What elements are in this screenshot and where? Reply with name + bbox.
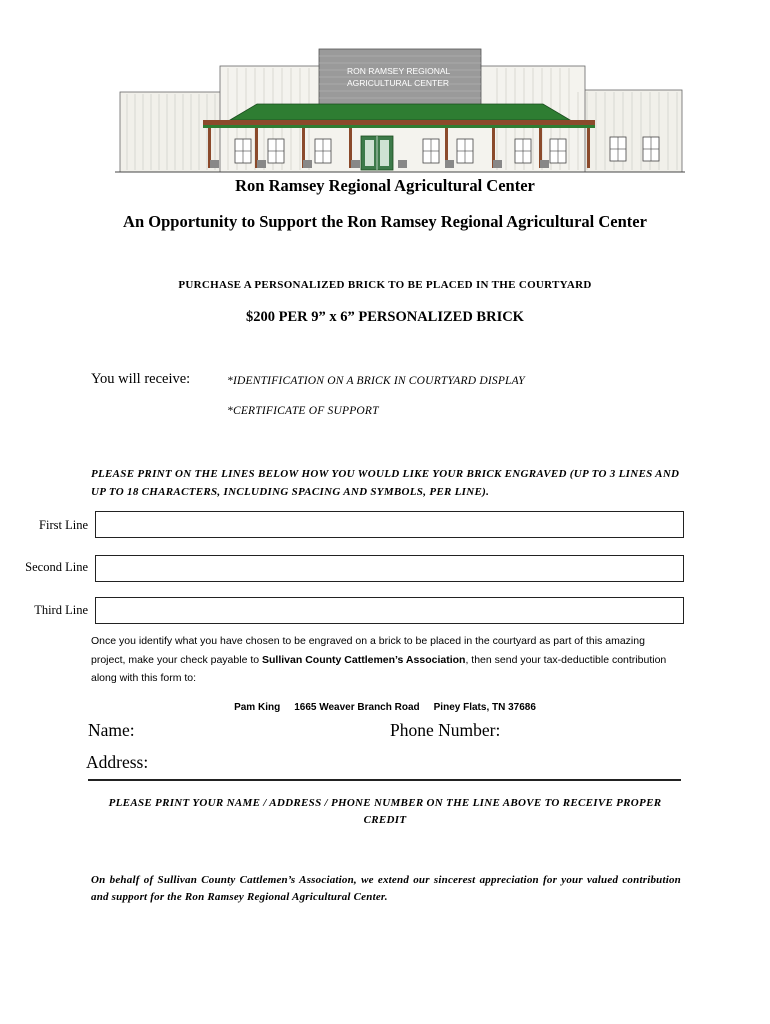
credit-note (0, 795, 770, 829)
city-state-zip: Piney Flats, TN 37686 (433, 702, 536, 713)
street-address: 1665 Weaver Branch Road (294, 702, 420, 713)
phone-label: Phone Number: (390, 720, 501, 740)
second-line-label: Second Line (25, 560, 88, 574)
payment-text-before: Once you identify what you have chosen to be engraved on a brick to be placed in the courtyard as part of this amazing project, make your check payable to (91, 635, 645, 666)
receive-item: *IDENTIFICATION ON A BRICK IN COURTYARD DISPLAY (227, 375, 525, 387)
payee-name: Sullivan County Cattlemen’s Association (262, 653, 466, 666)
third-line-label: Third Line (34, 603, 88, 617)
page-subtitle: An Opportunity to Support the Ron Ramsey Regional Agricultural Center (123, 212, 647, 231)
signature-line (88, 779, 681, 781)
mailing-address (0, 702, 770, 713)
third-line-input[interactable] (95, 597, 684, 624)
contact-name: Pam King (234, 702, 281, 713)
building-illustration (115, 46, 685, 176)
payment-text-after: , then send your tax-deductible contribution along with this form to: (91, 653, 667, 684)
receive-item: *CERTIFICATE OF SUPPORT (227, 405, 379, 417)
building-sign-line1: RON RAMSEY REGIONAL (347, 66, 451, 76)
first-line-input[interactable] (95, 511, 684, 538)
credit-note-text: PLEASE PRINT YOUR NAME / ADDRESS / PHONE NUMBER ON THE LINE ABOVE TO RECEIVE PROPER CREDIT (108, 797, 662, 826)
second-line-input[interactable] (95, 555, 684, 582)
price-heading: $200 PER 9” x 6” PERSONALIZED BRICK (246, 309, 524, 325)
engraving-instructions: PLEASE PRINT ON THE LINES BELOW HOW YOU WOULD LIKE YOUR BRICK ENGRAVED (UP TO 3 LINES AND UP TO 18 CHARACTERS, INCLUDING SPACING AND SYMBOLS, PER LINE). (91, 468, 680, 498)
page-title: Ron Ramsey Regional Agricultural Center (235, 176, 535, 195)
payment-instructions (91, 632, 681, 688)
building-sign-line2: AGRICULTURAL CENTER (347, 78, 450, 88)
receive-label: You will receive: (91, 371, 191, 387)
closing-statement: On behalf of Sullivan County Cattlemen’s Association, we extend our sincerest appreciation for your valued contribution and support for the Ron Ramsey Regional Agricultural Center. (91, 874, 681, 903)
purchase-heading: PURCHASE A PERSONALIZED BRICK TO BE PLACED IN THE COURTYARD (178, 279, 592, 291)
name-label: Name: (88, 720, 135, 740)
first-line-label: First Line (39, 518, 88, 532)
address-label: Address: (86, 752, 149, 772)
